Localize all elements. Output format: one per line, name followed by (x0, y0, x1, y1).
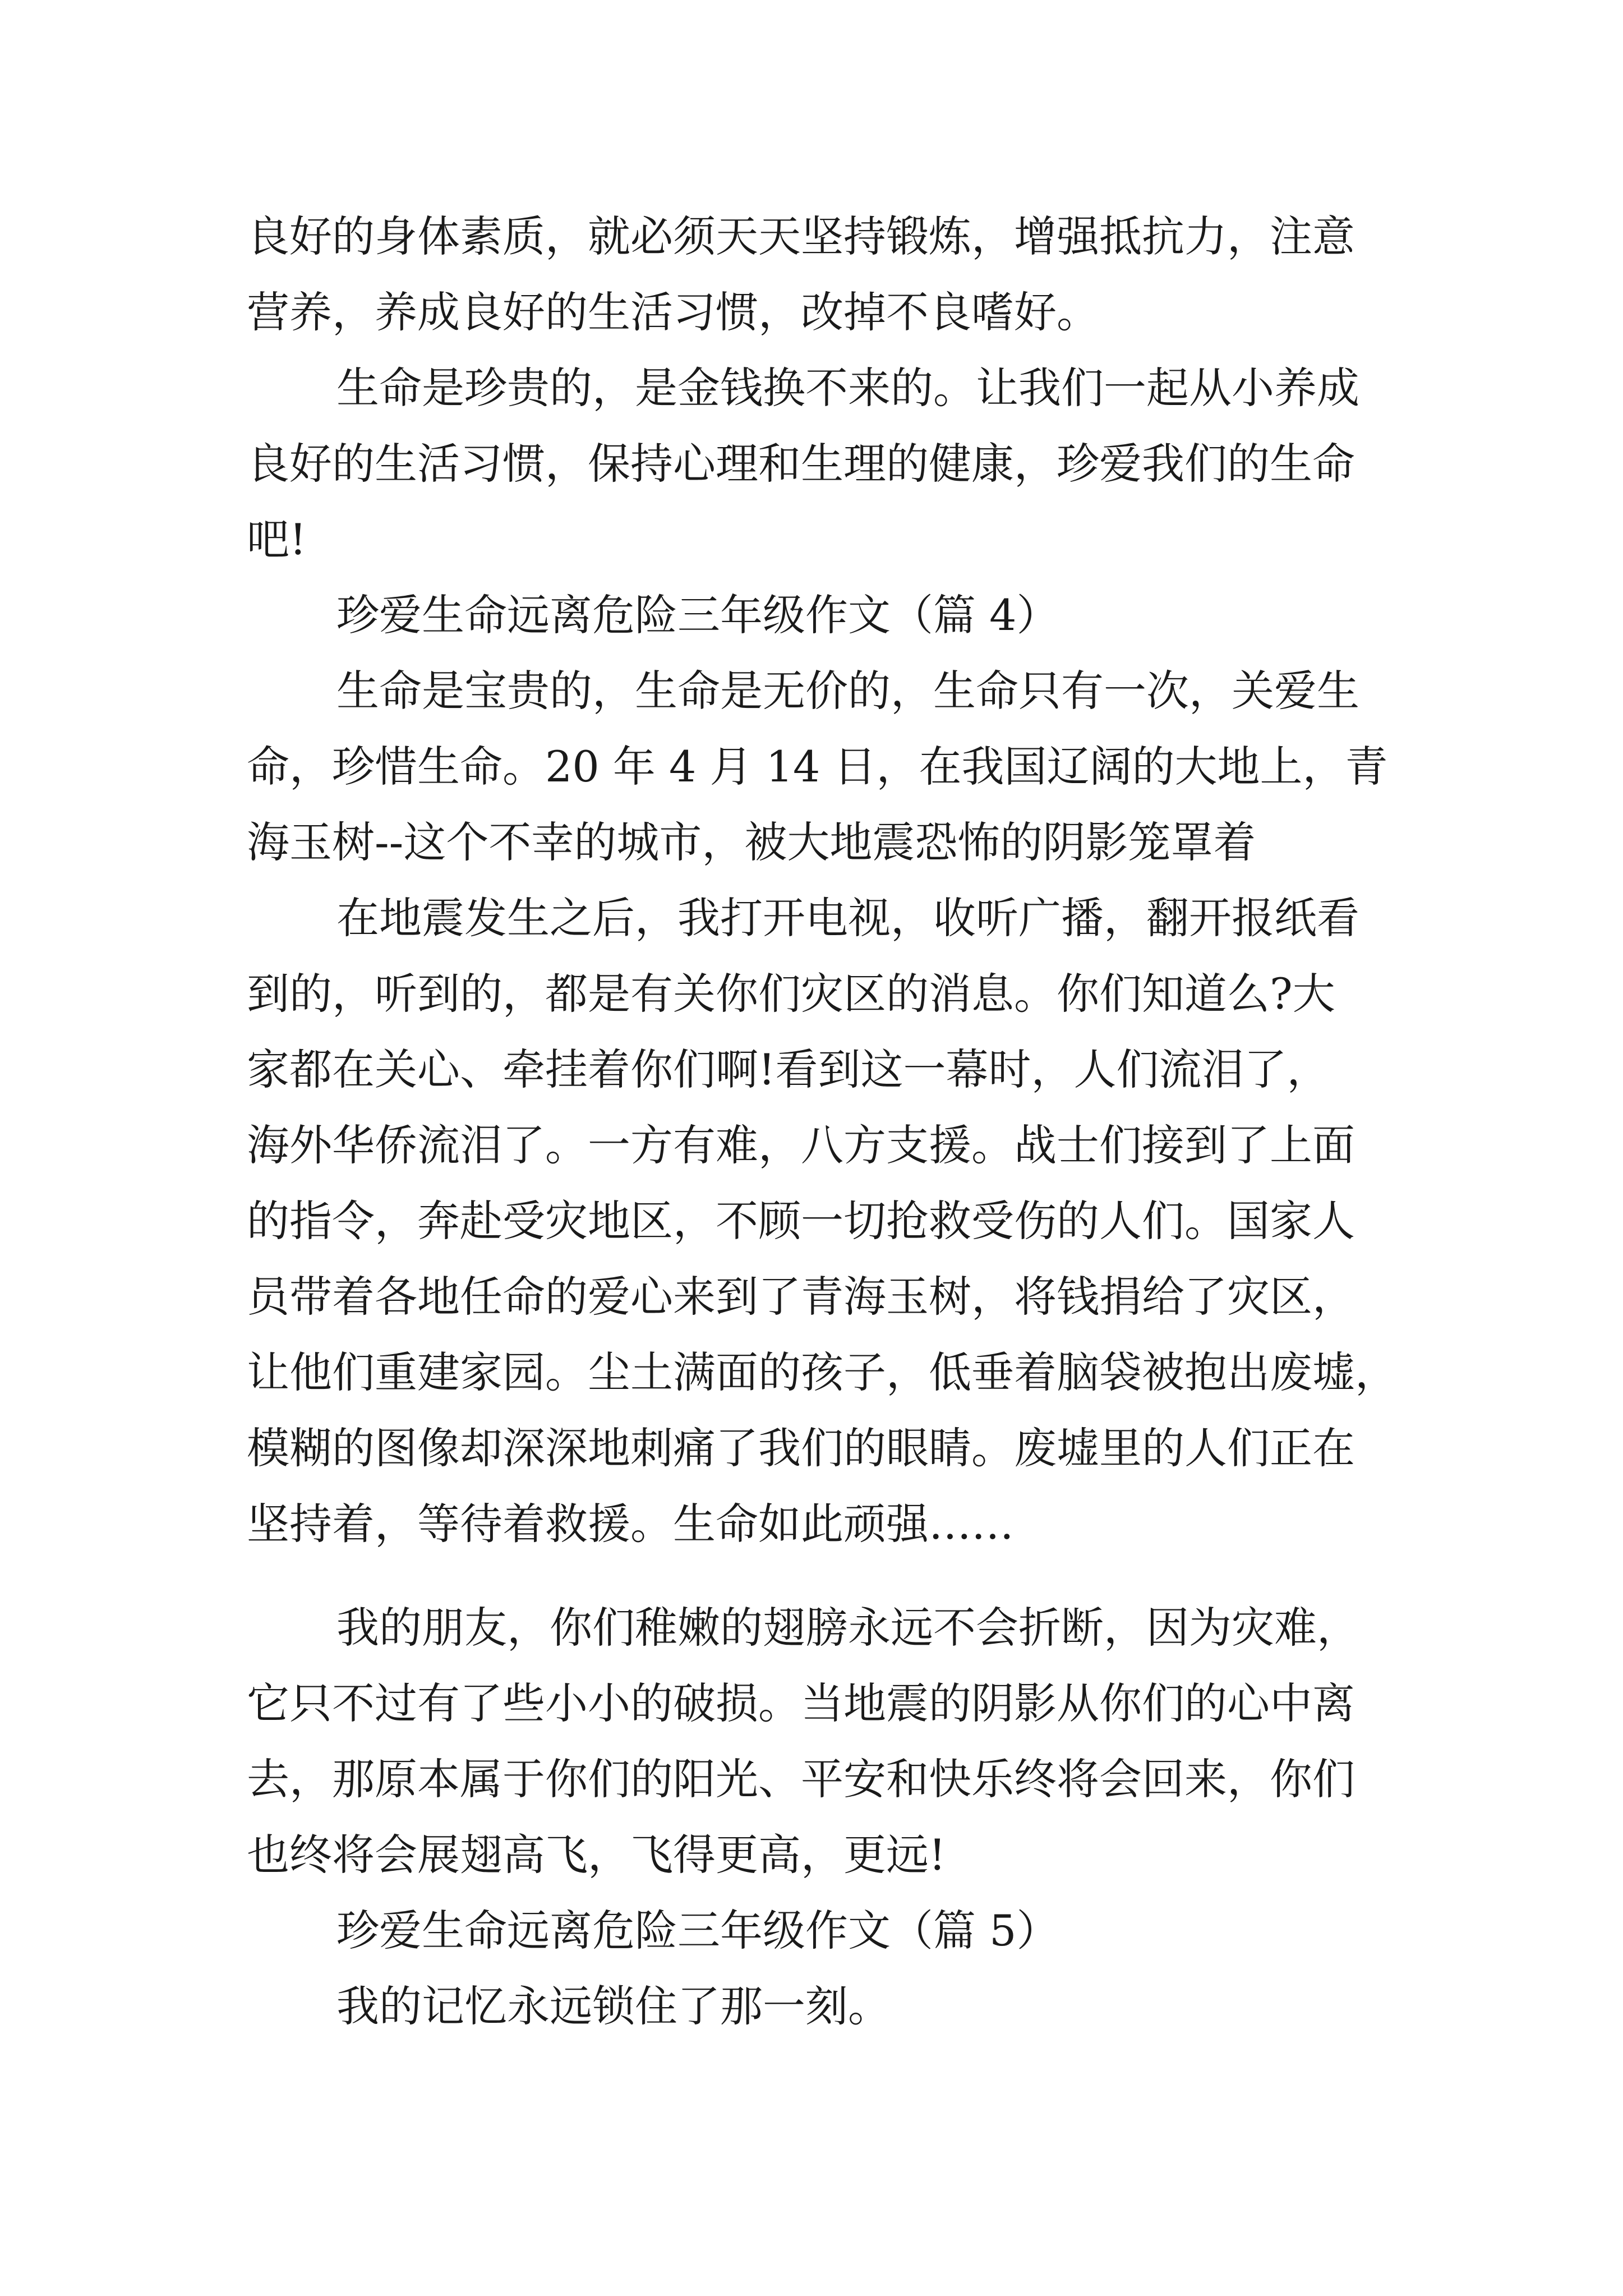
section-heading: 珍爱生命远离危险三年级作文（篇 4） (336, 590, 1059, 640)
paragraph-start-line: 我的朋友，你们稚嫩的翅膀永远不会折断，因为灾难， (336, 1603, 1359, 1653)
text-line: 坚持着，等待着救援。生命如此顽强…… (247, 1499, 1014, 1549)
text-line: 也终将会展翅高飞，飞得更高，更远! (247, 1830, 946, 1880)
text-line: 命，珍惜生命。20 年 4 月 14 日，在我国辽阔的大地上，青 (247, 742, 1388, 792)
text-line: 模糊的图像却深深地刺痛了我们的眼睛。废墟里的人们正在 (247, 1423, 1355, 1473)
text-line: 去，那原本属于你们的阳光、平安和快乐终将会回来，你们 (247, 1754, 1355, 1804)
text-line: 营养，养成良好的生活习惯，改掉不良嗜好。 (247, 287, 1099, 337)
text-line: 良好的生活习惯，保持心理和生理的健康，珍爱我们的生命 (247, 439, 1355, 489)
text-line: 吧! (247, 514, 307, 564)
section-heading: 珍爱生命远离危险三年级作文（篇 5） (336, 1906, 1059, 1955)
paragraph-start-line: 生命是宝贵的，生命是无价的，生命只有一次，关爱生 (336, 666, 1359, 716)
paragraph-start-line: 我的记忆永远锁住了那一刻。 (336, 1981, 891, 2031)
paragraph-start-line: 在地震发生之后，我打开电视，收听广播，翻开报纸看 (336, 893, 1359, 943)
text-line: 的指令，奔赴受灾地区，不顾一切抢救受伤的人们。国家人 (247, 1196, 1355, 1246)
text-line: 良好的身体素质，就必须天天坚持锻炼，增强抵抗力，注意 (247, 211, 1355, 261)
paragraph-start-line: 生命是珍贵的，是金钱换不来的。让我们一起从小养成 (336, 363, 1359, 413)
text-line: 海玉树--这个不幸的城市，被大地震恐怖的阴影笼罩着 (247, 817, 1256, 867)
text-line: 员带着各地任命的爱心来到了青海玉树，将钱捐给了灾区， (247, 1272, 1355, 1322)
text-line: 让他们重建家园。尘土满面的孩子，低垂着脑袋被抱出废墟， (247, 1347, 1398, 1397)
text-line: 家都在关心、牵挂着你们啊!看到这一幕时，人们流泪了， (247, 1045, 1330, 1094)
text-line: 到的，听到的，都是有关你们灾区的消息。你们知道么?大 (247, 969, 1335, 1019)
text-line: 海外华侨流泪了。一方有难，八方支援。战士们接到了上面 (247, 1120, 1355, 1170)
text-line: 它只不过有了些小小的破损。当地震的阴影从你们的心中离 (247, 1678, 1355, 1728)
